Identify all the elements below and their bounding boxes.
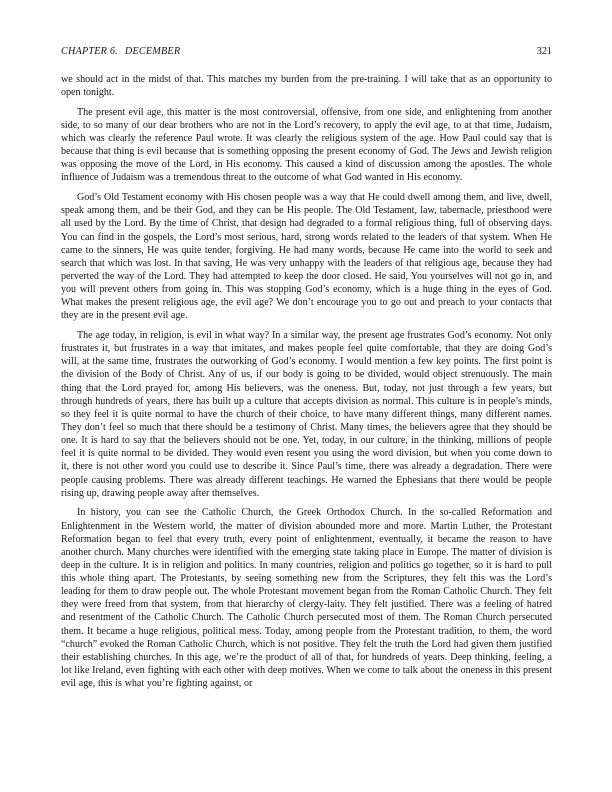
book-page xyxy=(61,46,552,690)
chapter-running-head xyxy=(61,46,180,57)
body-text xyxy=(61,73,552,690)
paragraph-continuation: we should act in the midst of that. This matches my burden from the pre-training. I will take that as an opportunity to open tonight. xyxy=(61,74,552,99)
chapter-label: CHAPTER 6. xyxy=(61,46,118,57)
paragraph-present-evil-age: The present evil age, this matter is the most controversial, offensive, from one side, and enlightening from another side, to so many of our dear brothers who are not in the Lord’s recovery, to apply the evil age, to at that time, Judaism, which was clearly the reference Paul wrote. It was clearly the religious system of the age. How Paul could say that is because that thing is evil because that is something opposing the present economy of God. The Jews and Jewish religion was opposing the move of the Lord, in His economy. This caused a kind of discussion among the apostles. The whole influence of Judaism was a tremendous threat to the outcome of what God wanted in His economy. xyxy=(61,106,552,184)
running-header xyxy=(61,46,552,57)
paragraph-old-testament-economy: God’s Old Testament economy with His chosen people was a way that He could dwell among them, and live, dwell, speak among them, and be their God, and they can be His people. The Old Testament, law, tabernacle, priesthood were all used by the Lord. By the time of Christ, that design had degraded to a formal religious thing, full of observing days. You can find in the gospels, the Lord’s most serious, hard, strong words related to the leaders of that system. When He came to the sinners, He was quite tender, forgiving. He had many words, because He came into the world to seek and search that which was lost. In that saving, He was very unhappy with the leaders of that religious age, because they had perverted the way of the Lord. They had attempted to keep the door closed. He said, You yourselves will not go in, and you will prevent others from going in. This was stopping God’s economy, which is a huge thing in the eyes of God. What makes the present religious age, the evil age? We don’t encourage you to go out and preach to your contacts that they are in the present evil age. xyxy=(61,192,552,322)
paragraph-age-today-division: The age today, in religion, is evil in what way? In a similar way, the present age frustrates God’s economy. Not only frustrates it, but frustrates in a way that imitates, and makes people feel quite comfortable, that they are doing God’s will, at the same time, frustrates the outworking of God’s economy. I would mention a few key points. The first point is the division of the Body of Christ. Any of us, if our body is going to be divided, would object strenuously. The main thing that the Lord prayed for, among His believers, was the oneness. But, today, not just through a few years, but through hundreds of years, there has built up a culture that accepts division as normal. This culture is in people’s minds, so they feel it is quite normal to have the church of their choice, to have many different things, many different names. They don’t feel so much that there should be a testimony of Christ. Many times, the believers agree that they should be one. It is hard to say that the believers should not be one. Yet, today, in our culture, in the thinking, millions of people feel it is quite normal to be divided. They would even resent you using the word division, but when you come down to it, there is not other word you could use to describe it. Since Paul’s time, there was already a degradation. There were people causing problems. There was already different teachings. He warned the Ephesians that there would be people rising up, drawing people away after themselves. xyxy=(61,330,552,499)
page-number: 321 xyxy=(536,46,552,57)
chapter-title: DECEMBER xyxy=(124,46,181,57)
paragraph-history-churches: In history, you can see the Catholic Church, the Greek Orthodox Church. In the so-called Reformation and Enlightenment in the Western world, the matter of division abounded more and more. Martin Luther, the Protestant Reformation began to feel that every truth, every point of enlightenment, eventually, it became the reason to have another church. Many churches were identified with the emerging state taking place in Europe. The matter of division is deep in the culture. It is in religion and politics. In many countries, religion and politics go together, so it is hard to pull this whole thing apart. The Protestants, by seeing something new from the Scriptures, they felt this was the Lord’s leading for them to draw people out. The whole Protestant movement began from the Roman Catholic Church. They felt they were freed from that system, from that hierarchy of clergy-laity. They felt justified. There was a feeling of hatred and resentment of the Catholic Church. The Catholic Church persecuted most of them. The Roman Church persecuted them. It became a huge religious, political mess. Today, among people from the Protestant tradition, to them, the word “church” evoked the Roman Catholic Church, which is not positive. They felt the truth the Lord had given them justified their establishing churches. In this age, we’re the product of all of that, for hundreds of years. Deep thinking, feeling, a lot like Ireland, even fighting with each other with deep motives. When we come to talk about the oneness in this present evil age, this is what you’re fighting against, or xyxy=(61,507,552,690)
